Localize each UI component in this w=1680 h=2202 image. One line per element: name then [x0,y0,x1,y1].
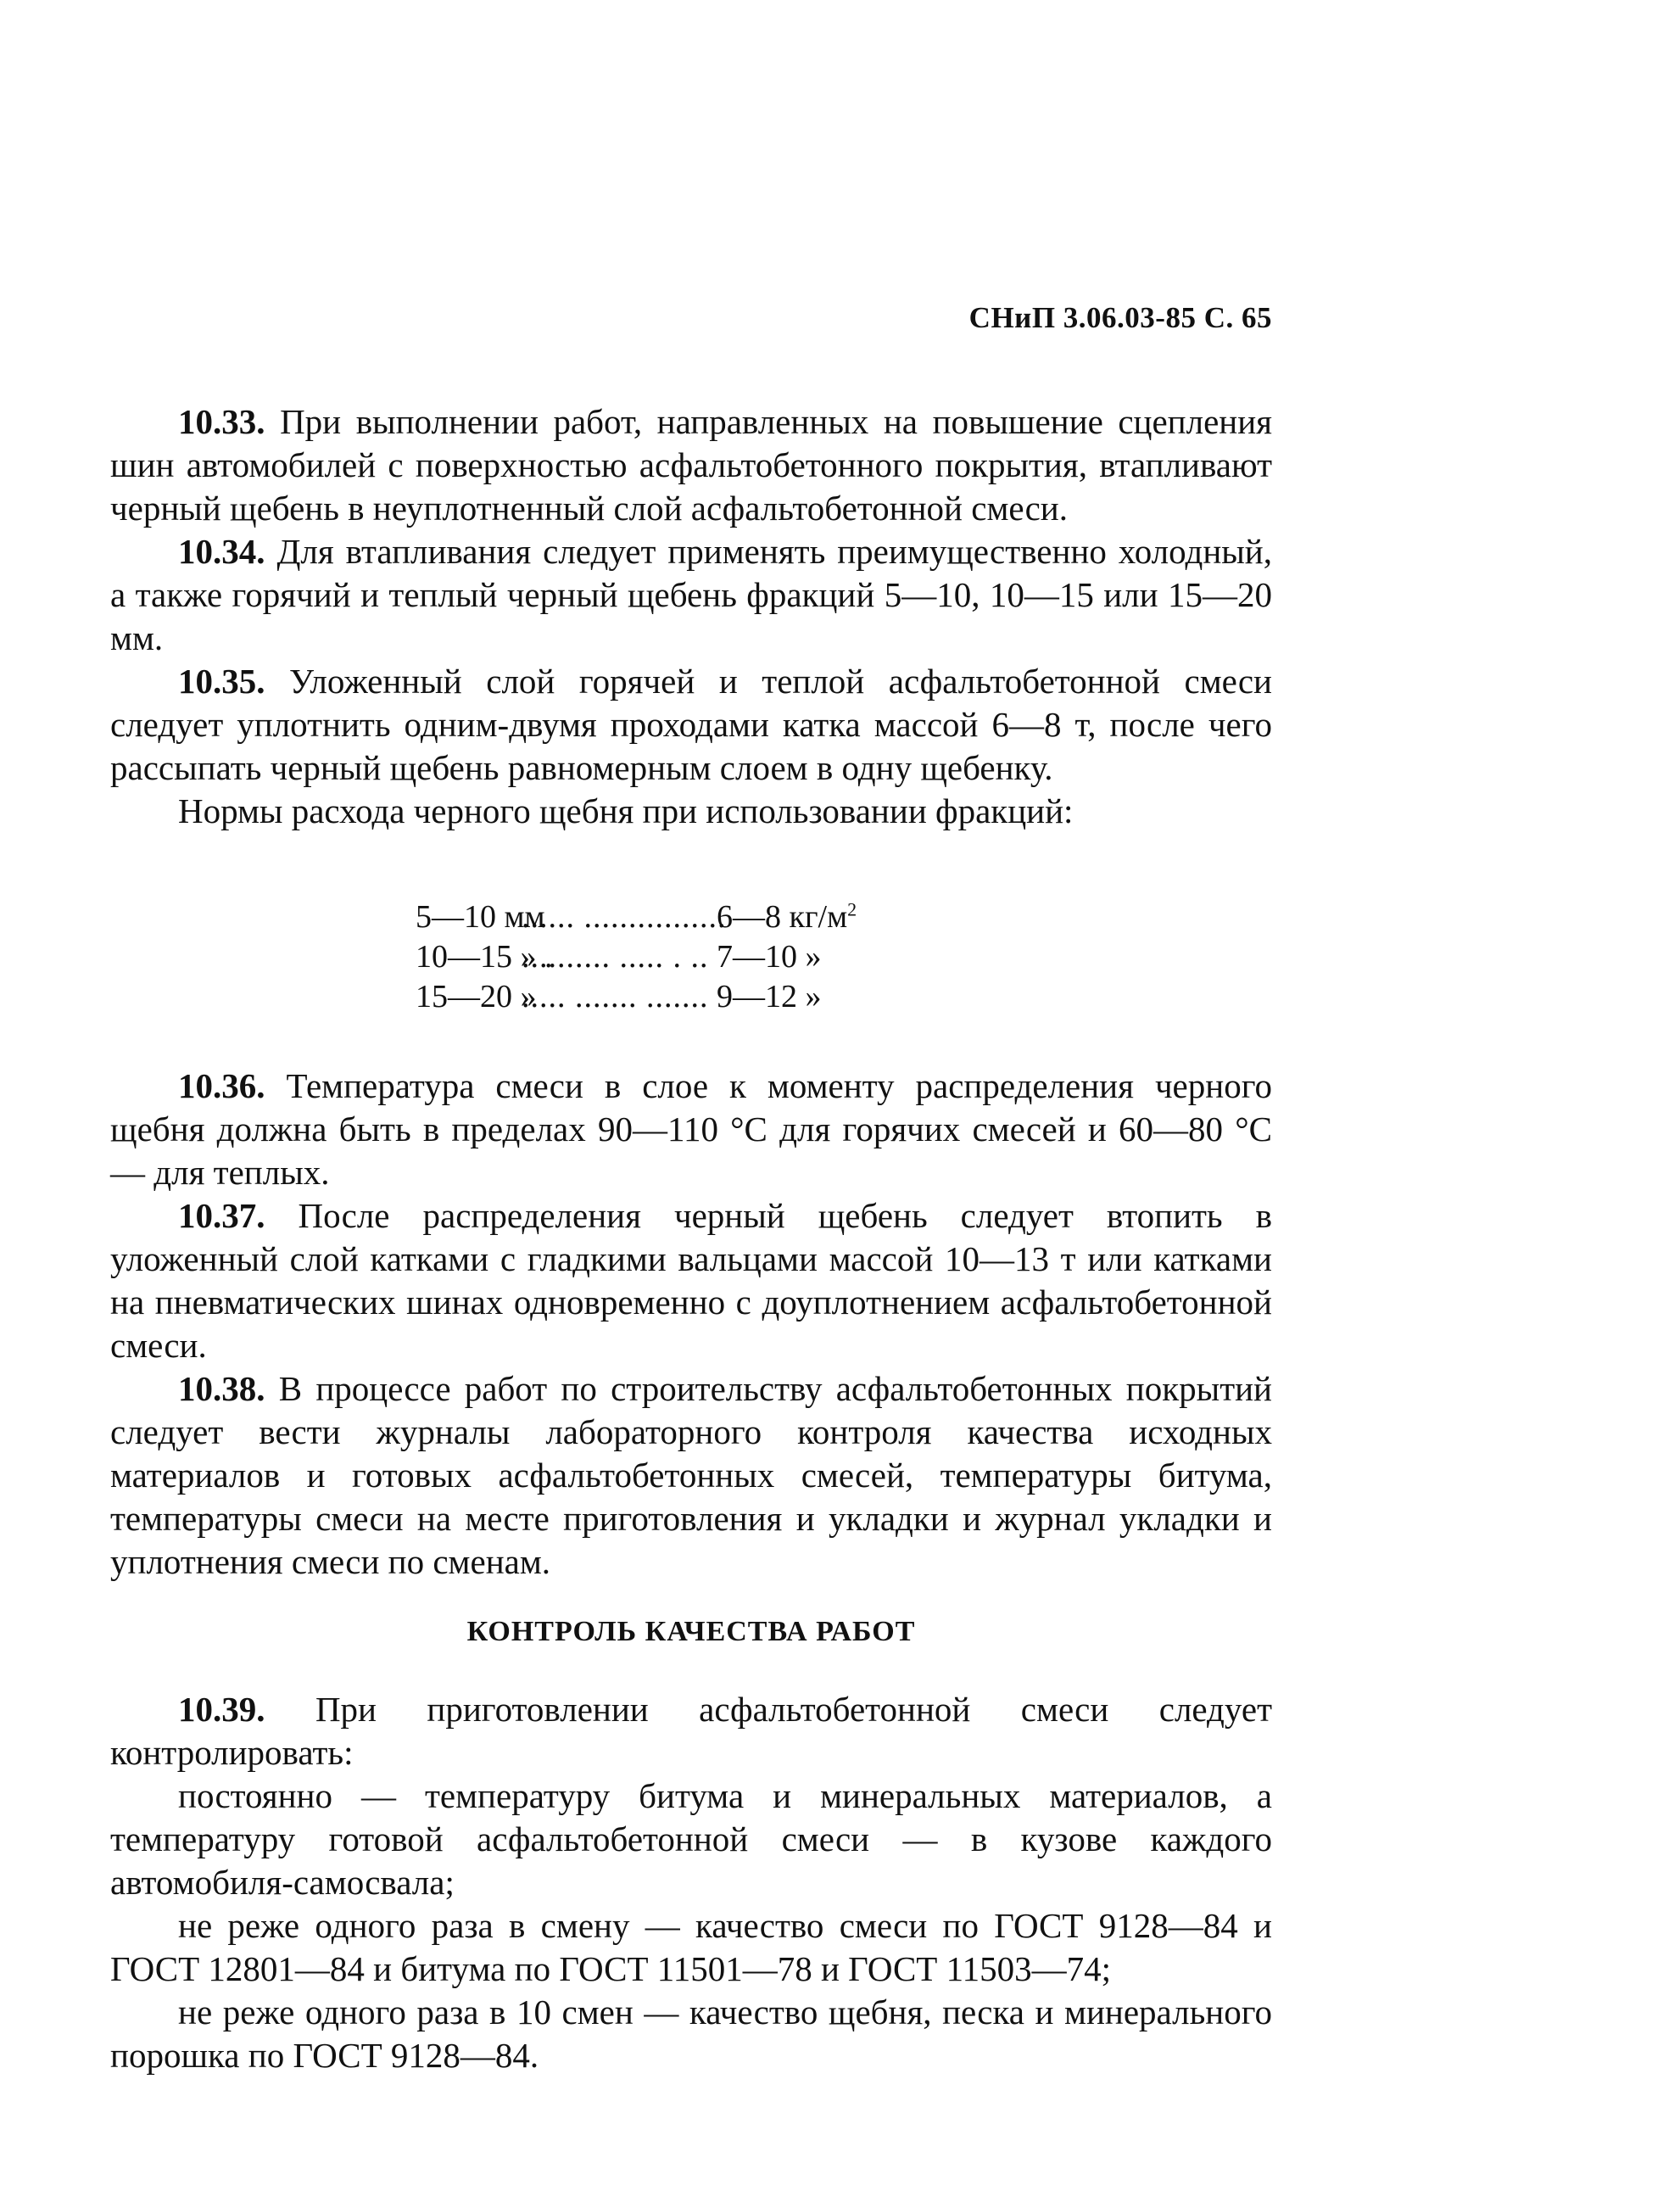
norm-leader-dots: ..... ....... ....... [522,979,709,1014]
section-heading: КОНТРОЛЬ КАЧЕСТВА РАБОТ [466,1616,916,1647]
paragraph-text: При выполнении работ, направленных на повышение сцепления шин автомобилей с поверхностью асфальтобетонного покрытия, втапливают черный щебень в неуплотненный слой асфальтобетонной смеси. [110,402,1273,528]
norm-value [717,897,857,937]
paragraph-number: 10.35. [178,662,265,701]
paragraph-10-39 [110,1688,1272,1774]
paragraph-number: 10.33. [178,402,265,441]
paragraph-10-36 [110,1065,1272,1194]
paragraph-text: Уложенный слой горячей и теплой асфальтобетонной смеси следует уплотнить одним-двумя проходами катка массой 6—8 т, после чего рассыпать черный щебень равномерным слоем в одну щебенку. [110,662,1273,787]
paragraph-number: 10.37. [178,1196,265,1235]
paragraphs-top [110,400,1272,833]
paragraph-number: 10.39. [178,1690,265,1729]
paragraph-text: При приготовлении асфальтобетонной смеси следует контролировать: [110,1690,1272,1772]
paragraph-10-34 [110,530,1272,660]
paragraph-number: 10.34. [178,532,265,571]
paragraphs-mid [110,1065,1272,1584]
control-item: не реже одного раза в смену — качество смеси по ГОСТ 9128—84 и ГОСТ 12801—84 и битума по ГОСТ 11501—78 и ГОСТ 11503—74; [110,1906,1272,1988]
running-header: СНиП 3.06.03-85 С. 65 [968,301,1272,334]
norm-leader-dots: .......... ..... . .. [522,939,709,975]
norm-fraction: 10—15 » . [416,939,553,975]
norm-row [416,937,857,977]
norm-value: 9—12 » [717,979,822,1014]
norm-row [416,977,857,1017]
norm-fraction: 5—10 мм [416,899,545,935]
norm-fraction: 15—20 » [416,979,537,1014]
paragraph-text: Температура смеси в слое к моменту распределения черного щебня должна быть в пределах 90—110 °С для горячих смесей и 60—80 °С — для теплых. [110,1066,1272,1192]
paragraph-10-38 [110,1367,1272,1584]
paragraph-number: 10.38. [178,1369,265,1408]
norm-value: 7—10 » [717,939,822,975]
paragraph-text: После распределения черный щебень следует втопить в уложенный слой катками с гладкими вальцами массой 10—13 т или катками на пневматических шинах одновременно с доуплотнением асфальтобетонной смеси. [110,1196,1273,1365]
norms-intro: Нормы расхода черного щебня при использовании фракций: [178,791,1074,830]
control-item: постоянно — температуру битума и минеральных материалов, а температуру готовой асфальтобетонной смеси — в кузове каждого автомобиля-самосвала; [110,1776,1272,1902]
norm-value-superscript: 2 [847,898,857,920]
norm-value-text: 6—8 кг/м [717,899,848,935]
paragraph-text: В процессе работ по строительству асфальтобетонных покрытий следует вести журналы лабораторного контроля качества исходных материалов и готовых асфальтобетонных смесей, температуры битума, температуры смеси на месте приготовления и укладки и журнал укладки и уплотнения смеси по сменам. [110,1369,1272,1581]
paragraphs-bottom [110,1688,1272,2077]
control-item: не реже одного раза в 10 смен — качество щебня, песка и минерального порошка по ГОСТ 9128—84. [110,1992,1272,2075]
norms-table [416,897,857,1017]
norm-row [416,897,857,937]
paragraph-10-33 [110,400,1272,530]
paragraph-10-37 [110,1194,1272,1367]
paragraph-10-35 [110,660,1272,790]
norm-leader-dots: ...... ................ [522,899,727,935]
paragraph-number: 10.36. [178,1066,265,1105]
paragraph-text: Для втапливания следует применять преимущественно холодный, а также горячий и теплый черный щебень фракций 5—10, 10—15 или 15—20 мм. [110,532,1273,657]
